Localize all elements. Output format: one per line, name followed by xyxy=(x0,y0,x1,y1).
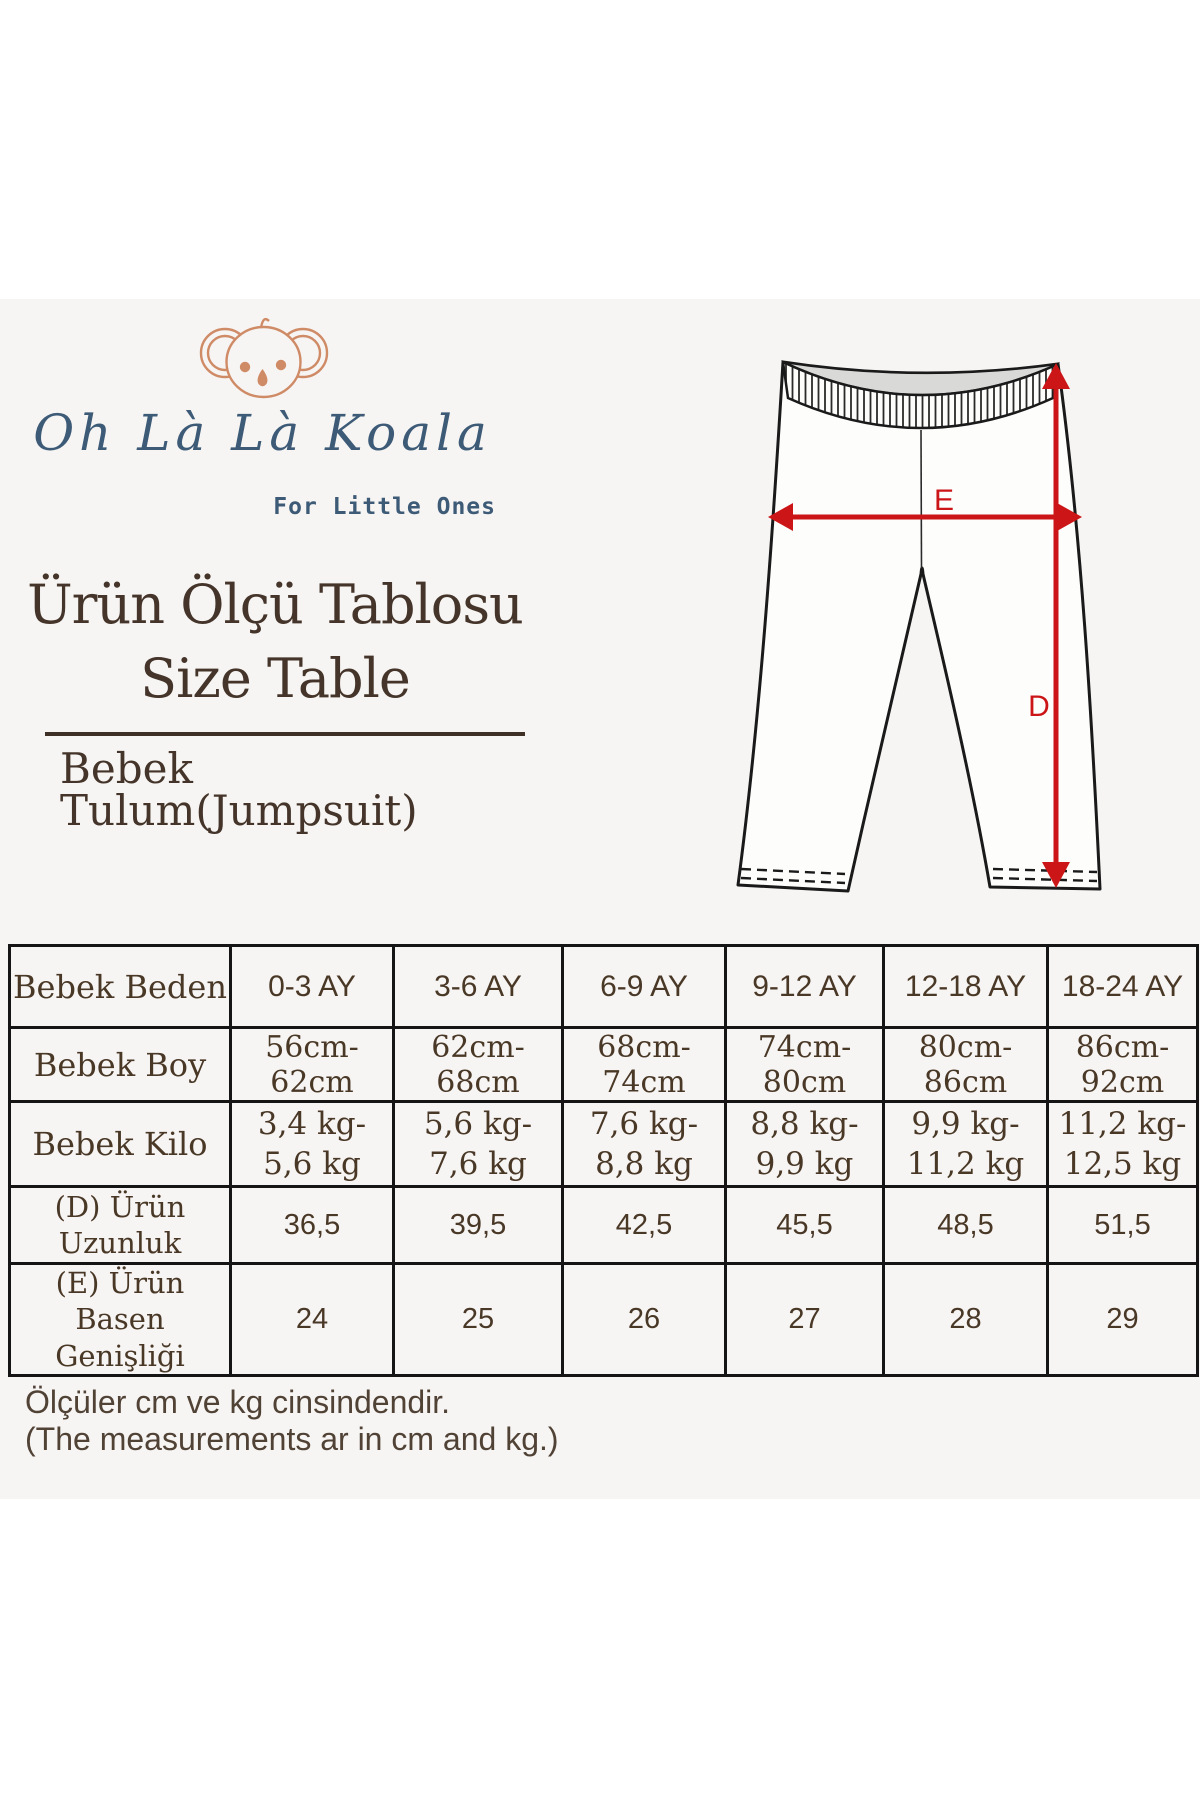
kilo-range-bottom: 11,2 kg xyxy=(906,1146,1025,1182)
table-row-length xyxy=(10,1187,1198,1264)
cell-boy: 62cm-68cm xyxy=(394,1028,563,1102)
col-header-9-12: 9-12 AY xyxy=(726,946,884,1028)
cell-boy: 68cm-74cm xyxy=(563,1028,726,1102)
pants-outline xyxy=(738,362,1100,891)
cell-boy: 80cm-86cm xyxy=(884,1028,1048,1102)
measurement-note xyxy=(25,1384,825,1458)
page-title-tr: Ürün Ölçü Tablosu xyxy=(27,573,523,636)
measurement-note-tr: Ölçüler cm ve kg cinsindendir. xyxy=(25,1384,451,1420)
kilo-range-bottom: 7,6 kg xyxy=(429,1146,527,1182)
size-table xyxy=(8,944,1199,1377)
koala-icon xyxy=(185,312,341,404)
row-label-beden: Bebek Beden xyxy=(10,946,231,1028)
col-header-6-9: 6-9 AY xyxy=(563,946,726,1028)
table-header-row xyxy=(10,946,1198,1028)
kilo-range-bottom: 12,5 kg xyxy=(1063,1146,1182,1182)
cell-kilo xyxy=(1048,1102,1198,1187)
cell-kilo xyxy=(394,1102,563,1187)
koala-head xyxy=(227,327,301,397)
table-row-hip-width xyxy=(10,1264,1198,1376)
koala-eye-left xyxy=(240,362,250,372)
kilo-range-top: 7,6 kg- xyxy=(589,1105,699,1142)
table-row-boy xyxy=(10,1028,1198,1102)
col-header-12-18: 12-18 AY xyxy=(884,946,1048,1028)
row-label-boy: Bebek Boy xyxy=(10,1028,231,1102)
row-label-kilo: Bebek Kilo xyxy=(10,1102,231,1187)
koala-eye-right xyxy=(276,360,286,370)
row-label-length: (D) Ürün Uzunluk xyxy=(10,1187,231,1264)
cell-hip-width: 29 xyxy=(1048,1264,1198,1376)
cell-length: 39,5 xyxy=(394,1187,563,1264)
brand-name: Oh Là Là Koala xyxy=(33,404,492,462)
product-subtitle: Bebek Tulum(Jumpsuit) xyxy=(60,744,418,835)
title-divider xyxy=(45,732,525,736)
col-header-3-6: 3-6 AY xyxy=(394,946,563,1028)
cell-hip-width: 25 xyxy=(394,1264,563,1376)
cell-kilo xyxy=(884,1102,1048,1187)
kilo-range-bottom: 8,8 kg xyxy=(595,1146,693,1182)
kilo-range-top: 9,9 kg- xyxy=(911,1105,1020,1142)
width-label: E xyxy=(933,484,955,517)
cell-kilo xyxy=(563,1102,726,1187)
cell-kilo xyxy=(726,1102,884,1187)
kilo-range-top: 8,8 kg- xyxy=(750,1105,859,1142)
kilo-range-bottom: 5,6 kg xyxy=(263,1146,361,1182)
kilo-range-top: 3,4 kg- xyxy=(257,1105,367,1142)
kilo-range-top: 11,2 kg- xyxy=(1058,1105,1187,1142)
cell-length: 45,5 xyxy=(726,1187,884,1264)
cell-hip-width: 28 xyxy=(884,1264,1048,1376)
cell-hip-width: 24 xyxy=(231,1264,394,1376)
cell-length: 36,5 xyxy=(231,1187,394,1264)
measurement-note-en: (The measurements ar in cm and kg.) xyxy=(25,1420,559,1457)
center-seam xyxy=(921,430,922,568)
cell-boy: 86cm-92cm xyxy=(1048,1028,1198,1102)
table-row-kilo xyxy=(10,1102,1198,1187)
cell-length: 42,5 xyxy=(563,1187,726,1264)
brand-tagline: For Little Ones xyxy=(273,494,496,520)
col-header-18-24: 18-24 AY xyxy=(1048,946,1198,1028)
kilo-range-top: 5,6 kg- xyxy=(423,1105,533,1142)
col-header-0-3: 0-3 AY xyxy=(231,946,394,1028)
pants-diagram xyxy=(640,300,1120,910)
cell-boy: 74cm-80cm xyxy=(726,1028,884,1102)
length-label: D xyxy=(1028,690,1050,723)
cell-boy: 56cm-62cm xyxy=(231,1028,394,1102)
row-label-hip-width: (E) Ürün Basen Genişliği xyxy=(10,1264,231,1376)
kilo-range-bottom: 9,9 kg xyxy=(755,1146,854,1182)
cell-length: 51,5 xyxy=(1048,1187,1198,1264)
cell-hip-width: 27 xyxy=(726,1264,884,1376)
cell-kilo xyxy=(231,1102,394,1187)
cell-hip-width: 26 xyxy=(563,1264,726,1376)
cell-length: 48,5 xyxy=(884,1187,1048,1264)
page-title-en: Size Table xyxy=(140,647,410,710)
